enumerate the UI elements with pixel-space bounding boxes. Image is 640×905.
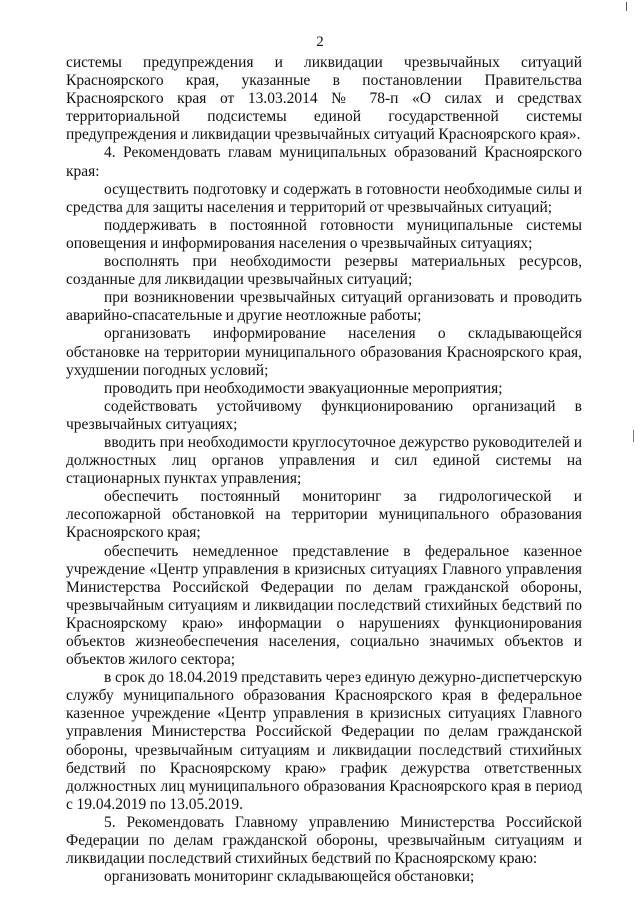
paragraph: восполнять при необходимости резервы материальных ресурсов, созданные для ликвидации чрезвычайных ситуаций; [66,253,582,289]
paragraph: проводить при необходимости эвакуационные мероприятия; [104,379,503,397]
paragraph: организовать мониторинг складывающейся обстановки; [104,868,475,886]
paragraph: обеспечить постоянный мониторинг за гидрологической и лесопожарной обстановкой на территории муниципального образования Красноярского края; [66,488,582,542]
paragraph: вводить при необходимости круглосуточное дежурство руководителей и должностных лиц органов управления и сил единой системы на стационарных пунктах управления; [66,433,582,488]
paragraph: организовать информирование населения о складывающейся обстановке на территории муниципального образования Красноярского края, ухудшении погодных условий; [66,325,582,379]
paragraph: поддерживать в постоянной готовности муниципальные системы оповещения и информирования населения о чрезвычайных ситуациях; [66,216,582,252]
page-number: 2 [316,34,324,50]
paragraph: осуществить подготовку и содержать в готовности необходимые силы и средства для защиты населения и территорий от чрезвычайных ситуаций; [66,180,582,216]
scan-edge-mark [626,2,627,11]
paragraph-item-4: 4. Рекомендовать главам муниципальных образований Красноярского края: [66,144,582,180]
scan-edge-mark [633,430,634,442]
paragraph-continuation: системы предупреждения и ликвидации чрезвычайных ситуаций Красноярского края, указанные в постановлении Правительства Красноярского края от 13.03.2014 № 78-п «О силах и средствах территориальной подсистемы единой государственной системы предупреждения и ликвидации чрезвычайных ситуаций Красноярского края». [66,54,582,144]
paragraph: в срок до 18.04.2019 представить через единую дежурно-диспетчерскую службу муниципального образования Красноярского края в федеральное казенное учреждение «Центр управления в кризисных ситуациях Главного управления Министерства Российской Федерации по делам гражданской обороны, чрезвычайным ситуациям и ликвидации последствий стихийных бедствий по Красноярскому краю» график дежурства ответственных должностных лиц муниципального образования Красноярского края в период с 19.04.2019 по 13.05.2019. [66,669,582,813]
paragraph: при возникновении чрезвычайных ситуаций организовать и проводить аварийно-спасательные и другие неотложные работы; [66,289,582,325]
paragraph: содействовать устойчивому функционированию организаций в чрезвычайных ситуациях; [66,397,582,433]
paragraph-item-5: 5. Рекомендовать Главному управлению Министерства Российской Федерации по делам гражданской обороны, чрезвычайным ситуациям и ликвидации последствий стихийных бедствий по Красноярскому краю: [66,813,582,868]
paragraph: обеспечить немедленное представление в федеральное казенное учреждение «Центр управления в кризисных ситуациях Главного управления Министерства Российской Федерации по делам гражданской обороны, чрезвычайным ситуациям и ликвидации последствий стихийных бедствий по Красноярскому краю» информации о нарушениях функционирования объектов жизнеобеспечения населения, социально значимых объектов и объектов жилого сектора; [66,542,582,669]
document-body [66,54,582,886]
